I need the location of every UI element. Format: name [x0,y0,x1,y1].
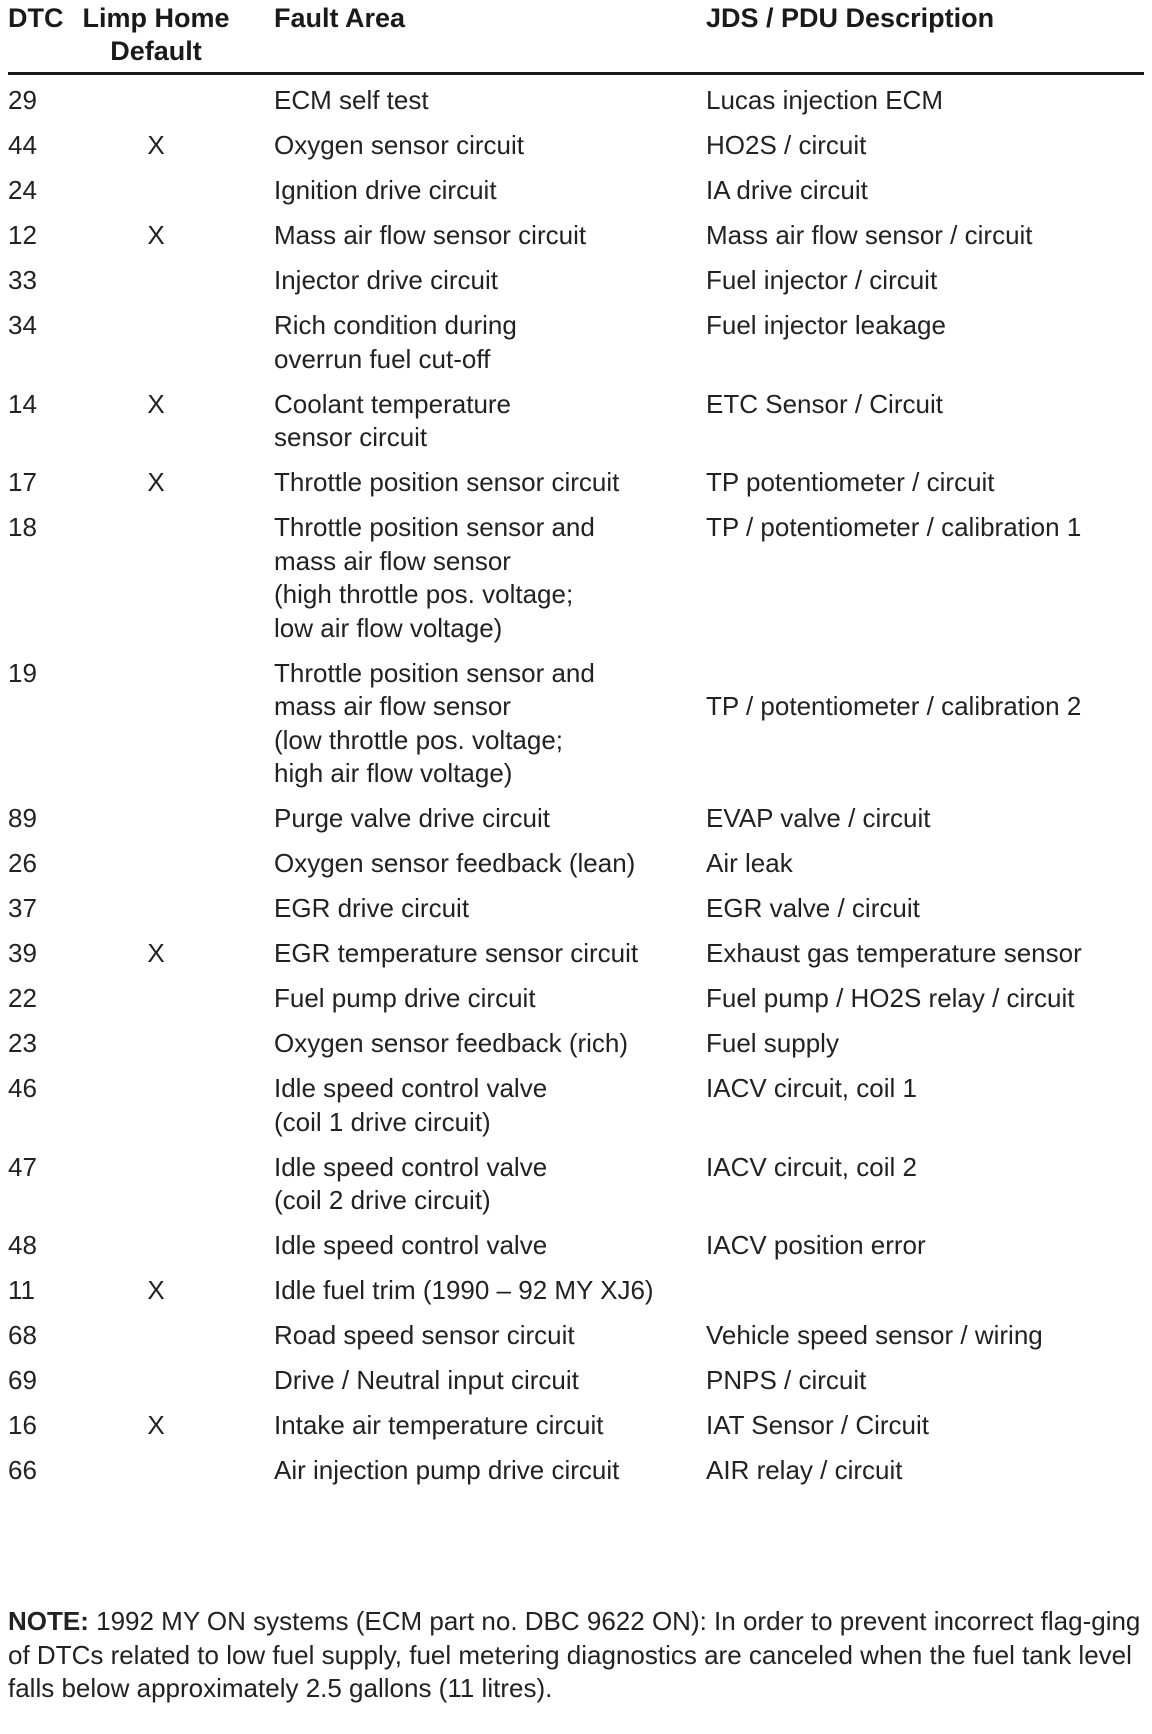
fault-area-cell: Idle fuel trim (1990 – 92 MY XJ6) [274,1275,654,1305]
table-row [0,937,1152,982]
fault-area-cell: Idle speed control valve (coil 1 drive circuit) [274,1073,548,1137]
fault-area-cell: Injector drive circuit [274,265,498,295]
fault-area-cell: Throttle position sensor and mass air flow sensor (high throttle pos. voltage; low air flow voltage) [274,512,595,643]
dtc-cell: 22 [8,983,37,1013]
fault-area-cell: Throttle position sensor circuit [274,467,620,497]
fault-area-cell: Drive / Neutral input circuit [274,1365,579,1395]
jds-description-cell: TP / potentiometer / calibration 1 [706,512,1082,542]
jds-description-cell: EGR valve / circuit [706,893,920,923]
table-row [0,219,1152,264]
table-row [0,982,1152,1027]
dtc-cell: 17 [8,467,37,497]
dtc-cell: 16 [8,1410,37,1440]
dtc-cell: 46 [8,1073,37,1103]
table-row [0,802,1152,847]
fault-area-cell: Coolant temperature sensor circuit [274,388,512,452]
dtc-cell: 47 [8,1151,37,1182]
dtc-cell: 11 [8,1275,35,1305]
jds-description-cell: IAT Sensor / Circuit [706,1410,929,1440]
table-row [0,847,1152,892]
fault-area-cell: Road speed sensor circuit [274,1320,575,1350]
dtc-cell: 48 [8,1230,37,1260]
dtc-cell: 34 [8,310,37,340]
fault-area-cell: Throttle position sensor and mass air flow sensor (low throttle pos. voltage; high air flow voltage) [274,657,595,788]
dtc-cell: 89 [8,803,37,833]
table-row [0,84,1152,129]
header-limp-home-default: Limp Home Default [82,3,230,66]
dtc-cell: 68 [8,1320,37,1350]
limp-home-cell: X [147,1275,165,1305]
dtc-cell: 26 [8,848,37,878]
limp-home-cell: X [147,220,165,250]
table-header [0,0,1152,72]
table-row [0,129,1152,174]
note-text: 1992 MY ON systems (ECM part no. DBC 9622 ON): In order to prevent incorrect flag-ging of DTCs related to low fuel supply, fuel metering diagnostics are canceled when the fuel tank level falls below approximately 2.5 gallons (11 litres). [8,1606,1141,1703]
fault-area-cell: Rich condition during overrun fuel cut-off [274,310,517,374]
fault-area-cell: Mass air flow sensor circuit [274,220,587,250]
fault-area-cell: Air injection pump drive circuit [274,1455,620,1485]
limp-home-cell: X [147,130,165,160]
table-row [0,657,1152,803]
fault-area-cell: Oxygen sensor circuit [274,130,524,160]
dtc-cell: 24 [8,175,37,205]
jds-description-cell: TP / potentiometer / calibration 2 [706,691,1082,721]
jds-description-cell: ETC Sensor / Circuit [706,388,943,419]
dtc-cell: 14 [8,388,37,419]
fault-area-cell: Oxygen sensor feedback (lean) [274,848,636,878]
dtc-cell: 39 [8,938,37,968]
jds-description-cell: HO2S / circuit [706,130,867,160]
table-row [0,309,1152,388]
fault-area-cell: Idle speed control valve [274,1230,548,1260]
fault-area-cell: Oxygen sensor feedback (rich) [274,1028,629,1058]
dtc-cell: 69 [8,1365,37,1395]
jds-description-cell: IACV position error [706,1230,926,1260]
jds-description-cell: Air leak [706,848,793,878]
table-row [0,388,1152,467]
table-row [0,1229,1152,1274]
dtc-cell: 18 [8,512,37,542]
dtc-cell: 12 [8,220,37,250]
fault-area-cell: Intake air temperature circuit [274,1410,604,1440]
limp-home-cell: X [147,388,165,419]
note-paragraph [8,1605,1144,1706]
jds-description-cell: Lucas injection ECM [706,85,943,115]
table-row [0,264,1152,309]
table-row [0,466,1152,511]
fault-area-cell: EGR temperature sensor circuit [274,938,639,968]
limp-home-cell: X [147,467,165,497]
limp-home-cell: X [147,1410,165,1440]
table-body [0,84,1152,1499]
dtc-cell: 37 [8,893,37,923]
dtc-cell: 33 [8,265,37,295]
table-row [0,1454,1152,1499]
table-row [0,174,1152,219]
table-row [0,1409,1152,1454]
jds-description-cell: Fuel pump / HO2S relay / circuit [706,983,1075,1013]
fault-area-cell: Idle speed control valve (coil 2 drive circuit) [274,1151,548,1215]
jds-description-cell: Fuel injector leakage [706,310,946,340]
jds-description-cell: Vehicle speed sensor / wiring [706,1320,1043,1350]
header-dtc: DTC [8,3,64,33]
jds-description-cell: IA drive circuit [706,175,868,205]
header-divider [8,72,1144,75]
table-row [0,1319,1152,1364]
jds-description-cell: Exhaust gas temperature sensor [706,938,1082,968]
dtc-cell: 23 [8,1028,37,1058]
table-row [0,1274,1152,1319]
header-jds-pdu-description: JDS / PDU Description [706,3,995,33]
fault-area-cell: Purge valve drive circuit [274,803,550,833]
jds-description-cell: IACV circuit, coil 1 [706,1073,917,1103]
header-fault-area: Fault Area [274,3,406,33]
fault-area-cell: EGR drive circuit [274,893,470,923]
jds-description-cell: PNPS / circuit [706,1365,867,1395]
table-row [0,892,1152,937]
jds-description-cell: EVAP valve / circuit [706,803,931,833]
fault-area-cell: ECM self test [274,85,429,115]
dtc-cell: 19 [8,657,37,688]
jds-description-cell: TP potentiometer / circuit [706,467,995,497]
note-label: NOTE: [8,1606,89,1636]
jds-description-cell: IACV circuit, coil 2 [706,1151,917,1182]
table-row [0,1072,1152,1151]
table-row [0,1151,1152,1230]
dtc-cell: 66 [8,1455,37,1485]
dtc-cell: 29 [8,85,37,115]
fault-area-cell: Ignition drive circuit [274,175,497,205]
fault-area-cell: Fuel pump drive circuit [274,983,536,1013]
jds-description-cell: Fuel injector / circuit [706,265,938,295]
limp-home-cell: X [147,938,165,968]
dtc-cell: 44 [8,130,37,160]
table-row [0,1027,1152,1072]
jds-description-cell: Fuel supply [706,1028,839,1058]
table-row [0,511,1152,657]
table-row [0,1364,1152,1409]
jds-description-cell: AIR relay / circuit [706,1455,903,1485]
jds-description-cell: Mass air flow sensor / circuit [706,220,1033,250]
